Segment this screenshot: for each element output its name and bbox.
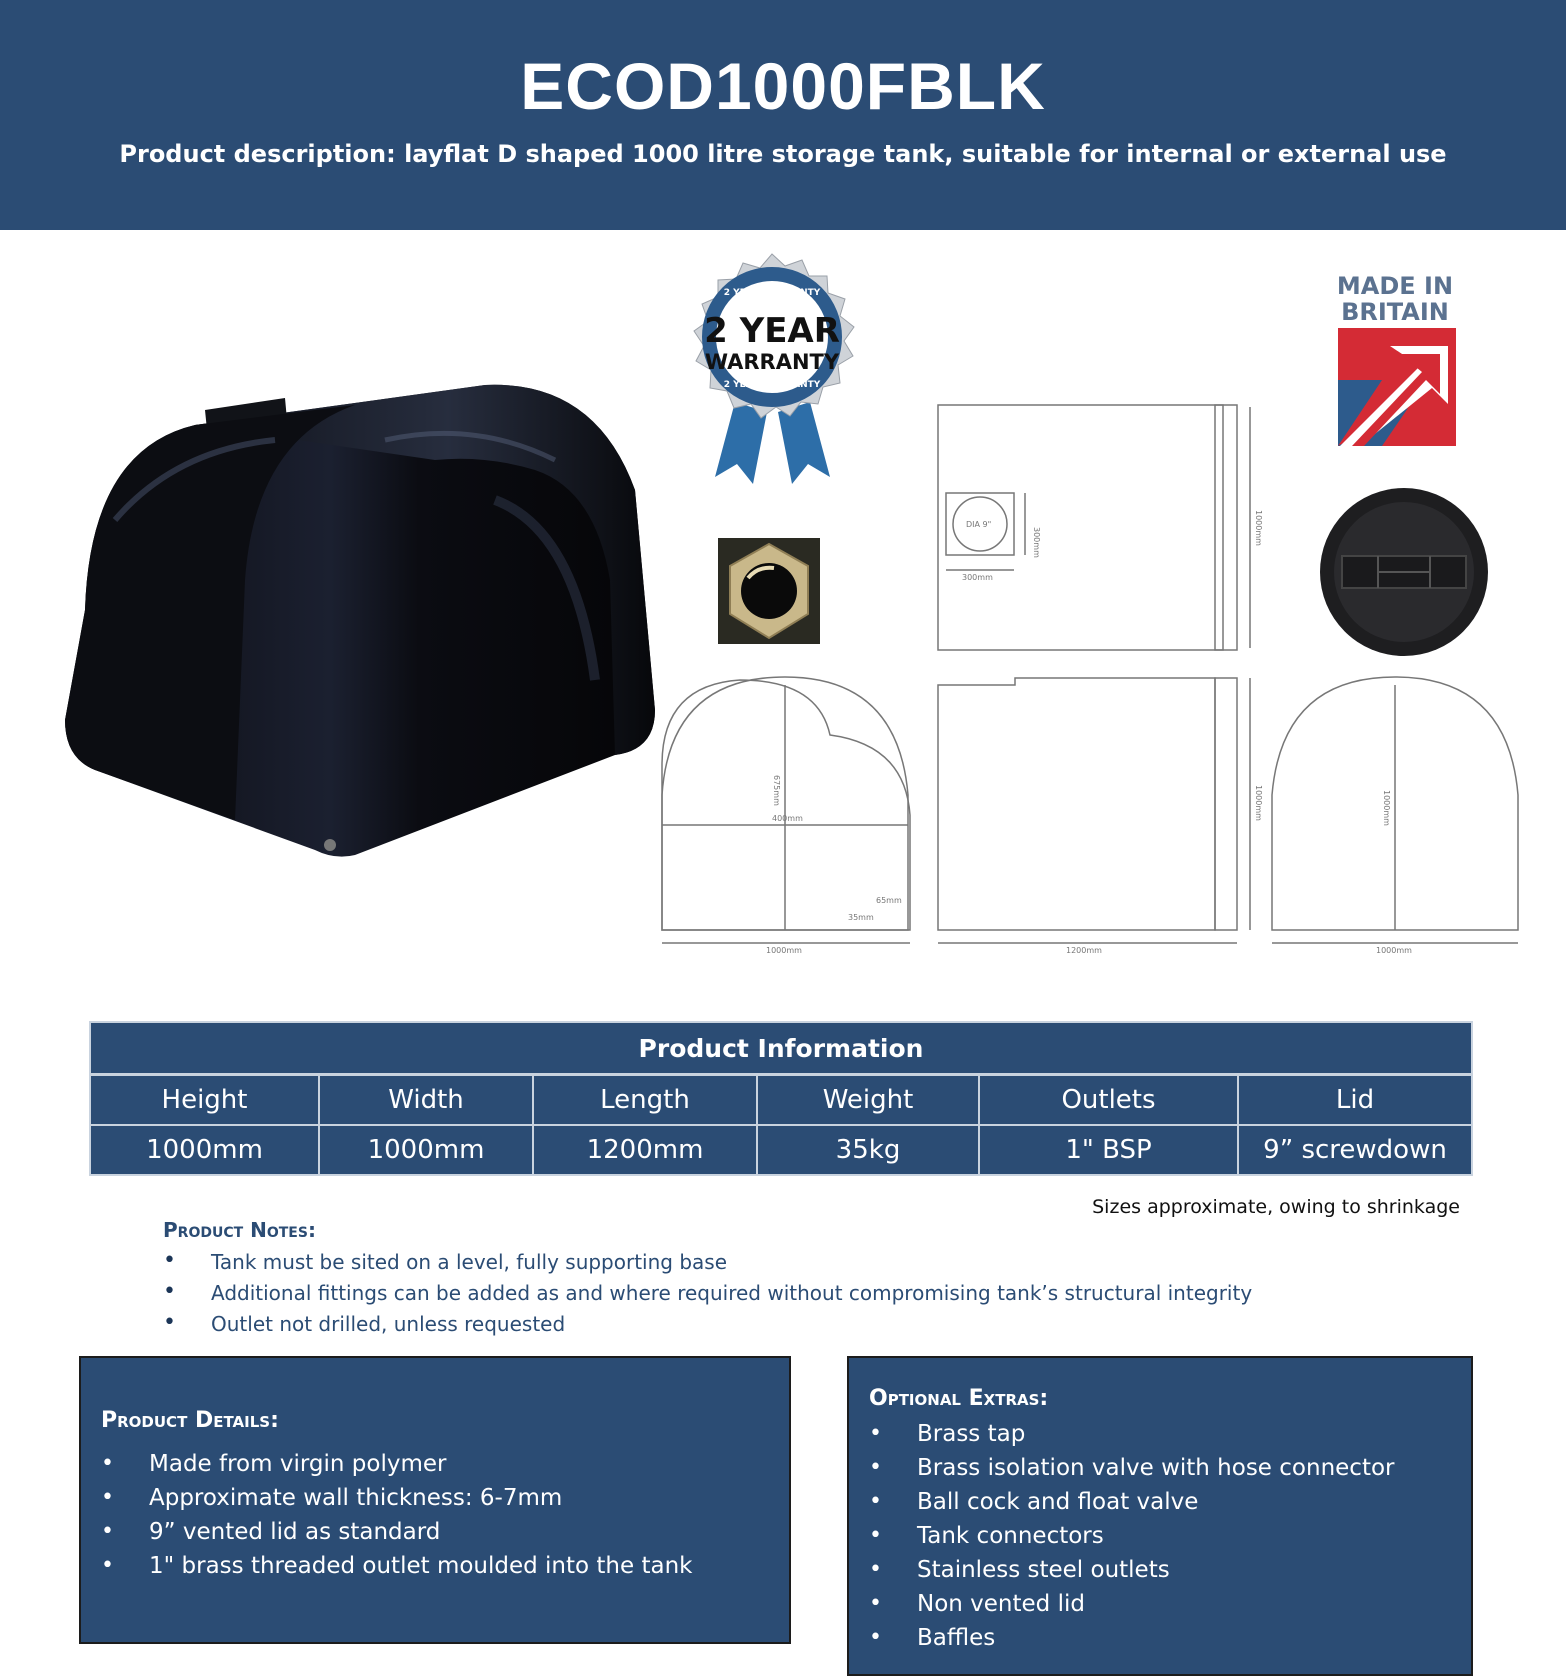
tank-photo <box>55 380 655 920</box>
lid-offset-h-label: 300mm <box>962 573 993 582</box>
outlet-height-label: 65mm <box>876 896 902 905</box>
list-item: • Tank must be sited on a level, fully supporting base <box>163 1250 1363 1281</box>
list-item: • Outlet not drilled, unless requested <box>163 1312 1363 1343</box>
value-weight: 35kg <box>757 1125 979 1175</box>
list-item: • Additional fittings can be added as and where required without compromising tank’s structural integrity <box>163 1281 1363 1312</box>
list-item: • 1" brass threaded outlet moulded into the tank <box>101 1553 769 1587</box>
header-width: Width <box>319 1075 533 1126</box>
list-item: • Tank connectors <box>869 1523 1451 1557</box>
value-outlets: 1" BSP <box>979 1125 1238 1175</box>
list-item: • Stainless steel outlets <box>869 1557 1451 1591</box>
header-outlets: Outlets <box>979 1075 1238 1126</box>
britain-text: BRITAIN <box>1341 298 1449 326</box>
outlet-offset-label: 35mm <box>848 913 874 922</box>
product-info-caption: Product Information <box>90 1022 1472 1075</box>
product-notes <box>163 1218 1363 1343</box>
front-width-label: 1000mm <box>766 946 802 955</box>
side-length-label: 1200mm <box>1066 946 1102 955</box>
warranty-ring-bottom-text: 2 YEAR WARRANTY <box>723 380 821 390</box>
header-lid: Lid <box>1238 1075 1472 1126</box>
technical-drawings <box>650 395 1530 955</box>
sizes-note: Sizes approximate, owing to shrinkage <box>1092 1196 1460 1218</box>
product-code-title: ECOD1000FBLK <box>520 49 1046 123</box>
end-height-label: 1000mm <box>1382 790 1391 826</box>
list-item: • Approximate wall thickness: 6-7mm <box>101 1485 769 1519</box>
warranty-sub-text: WARRANTY <box>704 350 840 374</box>
made-in-text: MADE IN <box>1336 272 1454 300</box>
product-notes-title: Product Notes: <box>163 1218 316 1242</box>
value-length: 1200mm <box>533 1125 757 1175</box>
list-item: • Brass tap <box>869 1421 1451 1455</box>
header-height: Height <box>90 1075 319 1126</box>
list-item: • Brass isolation valve with hose connector <box>869 1455 1451 1489</box>
product-details-box <box>79 1356 791 1644</box>
front-mid-label: 400mm <box>772 814 803 823</box>
end-width-label: 1000mm <box>1376 946 1412 955</box>
top-height-label: 1000mm <box>1254 510 1263 546</box>
warranty-ring-top-text: 2 YEAR WARRANTY <box>723 288 821 298</box>
front-radius-label: 675mm <box>772 775 781 806</box>
warranty-main-text: 2 YEAR <box>704 311 840 351</box>
header-banner <box>0 0 1566 230</box>
list-item: • Baffles <box>869 1625 1451 1659</box>
list-item: • Non vented lid <box>869 1591 1451 1625</box>
product-details-title: Product Details: <box>101 1408 279 1433</box>
product-description: Product description: layflat D shaped 1000 litre storage tank, suitable for internal or external use <box>119 140 1447 168</box>
value-width: 1000mm <box>319 1125 533 1175</box>
side-height-label: 1000mm <box>1254 785 1263 821</box>
header-weight: Weight <box>757 1075 979 1126</box>
list-item: • Made from virgin polymer <box>101 1451 769 1485</box>
value-lid: 9” screwdown <box>1238 1125 1472 1175</box>
lid-dia-label: DIA 9" <box>966 520 992 529</box>
optional-extras-title: Optional Extras: <box>869 1386 1049 1411</box>
list-item: • Ball cock and float valve <box>869 1489 1451 1523</box>
lid-offset-v-label: 300mm <box>1032 527 1041 558</box>
value-height: 1000mm <box>90 1125 319 1175</box>
list-item: • 9” vented lid as standard <box>101 1519 769 1553</box>
optional-extras-box <box>847 1356 1473 1676</box>
header-length: Length <box>533 1075 757 1126</box>
product-info-table <box>89 1021 1473 1176</box>
